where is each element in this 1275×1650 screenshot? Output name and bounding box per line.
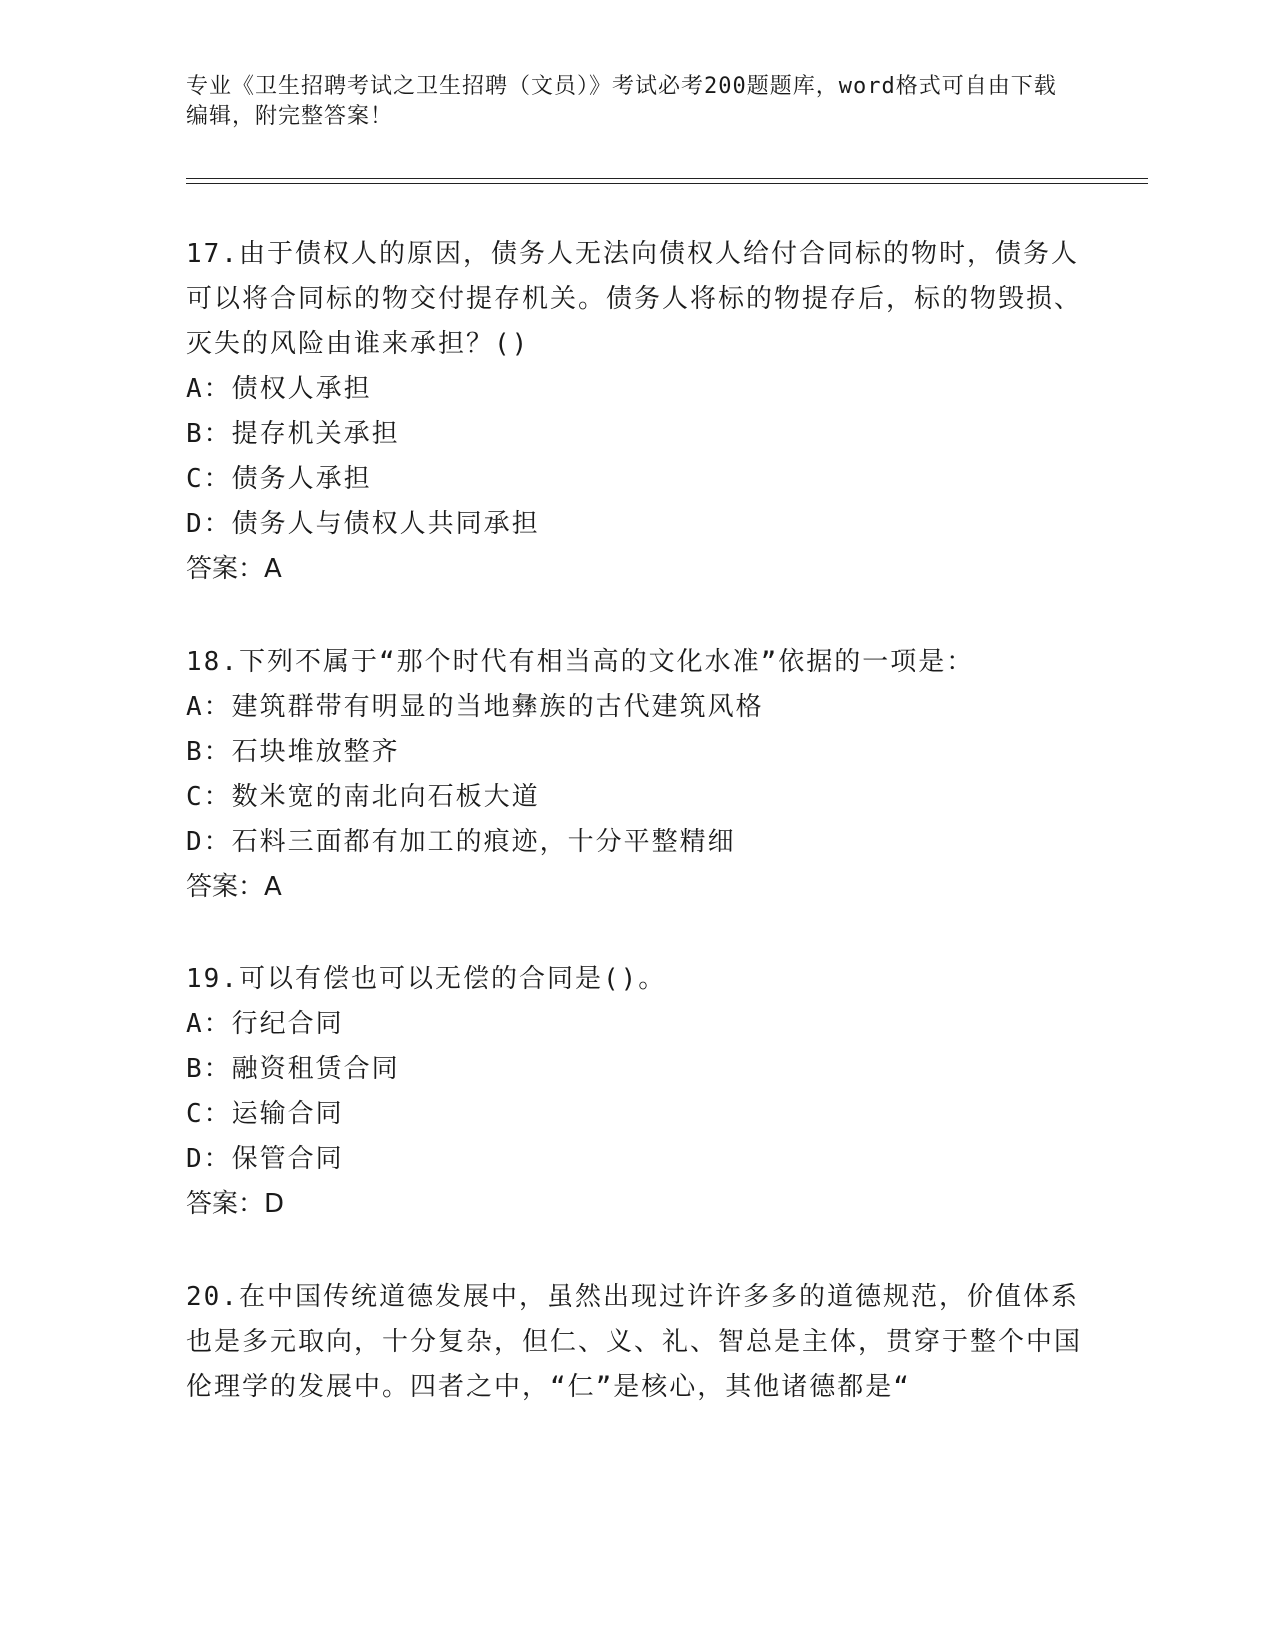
option-b: B：提存机关承担 [186,419,400,449]
question-stem: 20.在中国传统道德发展中，虽然出现过许许多多的道德规范，价值体系也是多元取向，十分复杂，但仁、义、礼、智总是主体，贯穿于整个中国伦理学的发展中。四者之中，“仁”是核心，其他诸德都是“ [186,1282,1083,1402]
header-divider-top [186,178,1148,179]
question-19 [186,957,1086,1227]
document-intro: 专业《卫生招聘考试之卫生招聘（文员）》考试必考200题题库，word格式可自由下载编辑，附完整答案！ [186,74,1057,129]
header-divider-bottom [186,183,1148,184]
answer: 答案：D [186,1189,285,1219]
question-stem: 19.可以有偿也可以无偿的合同是()。 [186,964,667,994]
option-c: C：债务人承担 [186,464,372,494]
question-20 [186,1275,1086,1410]
option-d: D：石料三面都有加工的痕迹，十分平整精细 [186,827,736,857]
answer: 答案：A [186,554,282,584]
option-b: B：石块堆放整齐 [186,737,400,767]
question-17 [186,232,1086,592]
question-18 [186,640,1086,910]
option-c: C：运输合同 [186,1099,344,1129]
option-d: D：债务人与债权人共同承担 [186,509,540,539]
option-a: A：建筑群带有明显的当地彝族的古代建筑风格 [186,692,764,722]
option-b: B：融资租赁合同 [186,1054,400,1084]
option-d: D：保管合同 [186,1144,344,1174]
answer: 答案：A [186,872,282,902]
option-a: A：债权人承担 [186,374,372,404]
option-a: A：行纪合同 [186,1009,344,1039]
option-c: C：数米宽的南北向石板大道 [186,782,540,812]
question-stem: 17.由于债权人的原因，债务人无法向债权人给付合同标的物时，债务人可以将合同标的物交付提存机关。债务人将标的物提存后，标的物毁损、灭失的风险由谁来承担？() [186,239,1083,359]
question-stem: 18.下列不属于“那个时代有相当高的文化水准”依据的一项是： [186,647,975,677]
